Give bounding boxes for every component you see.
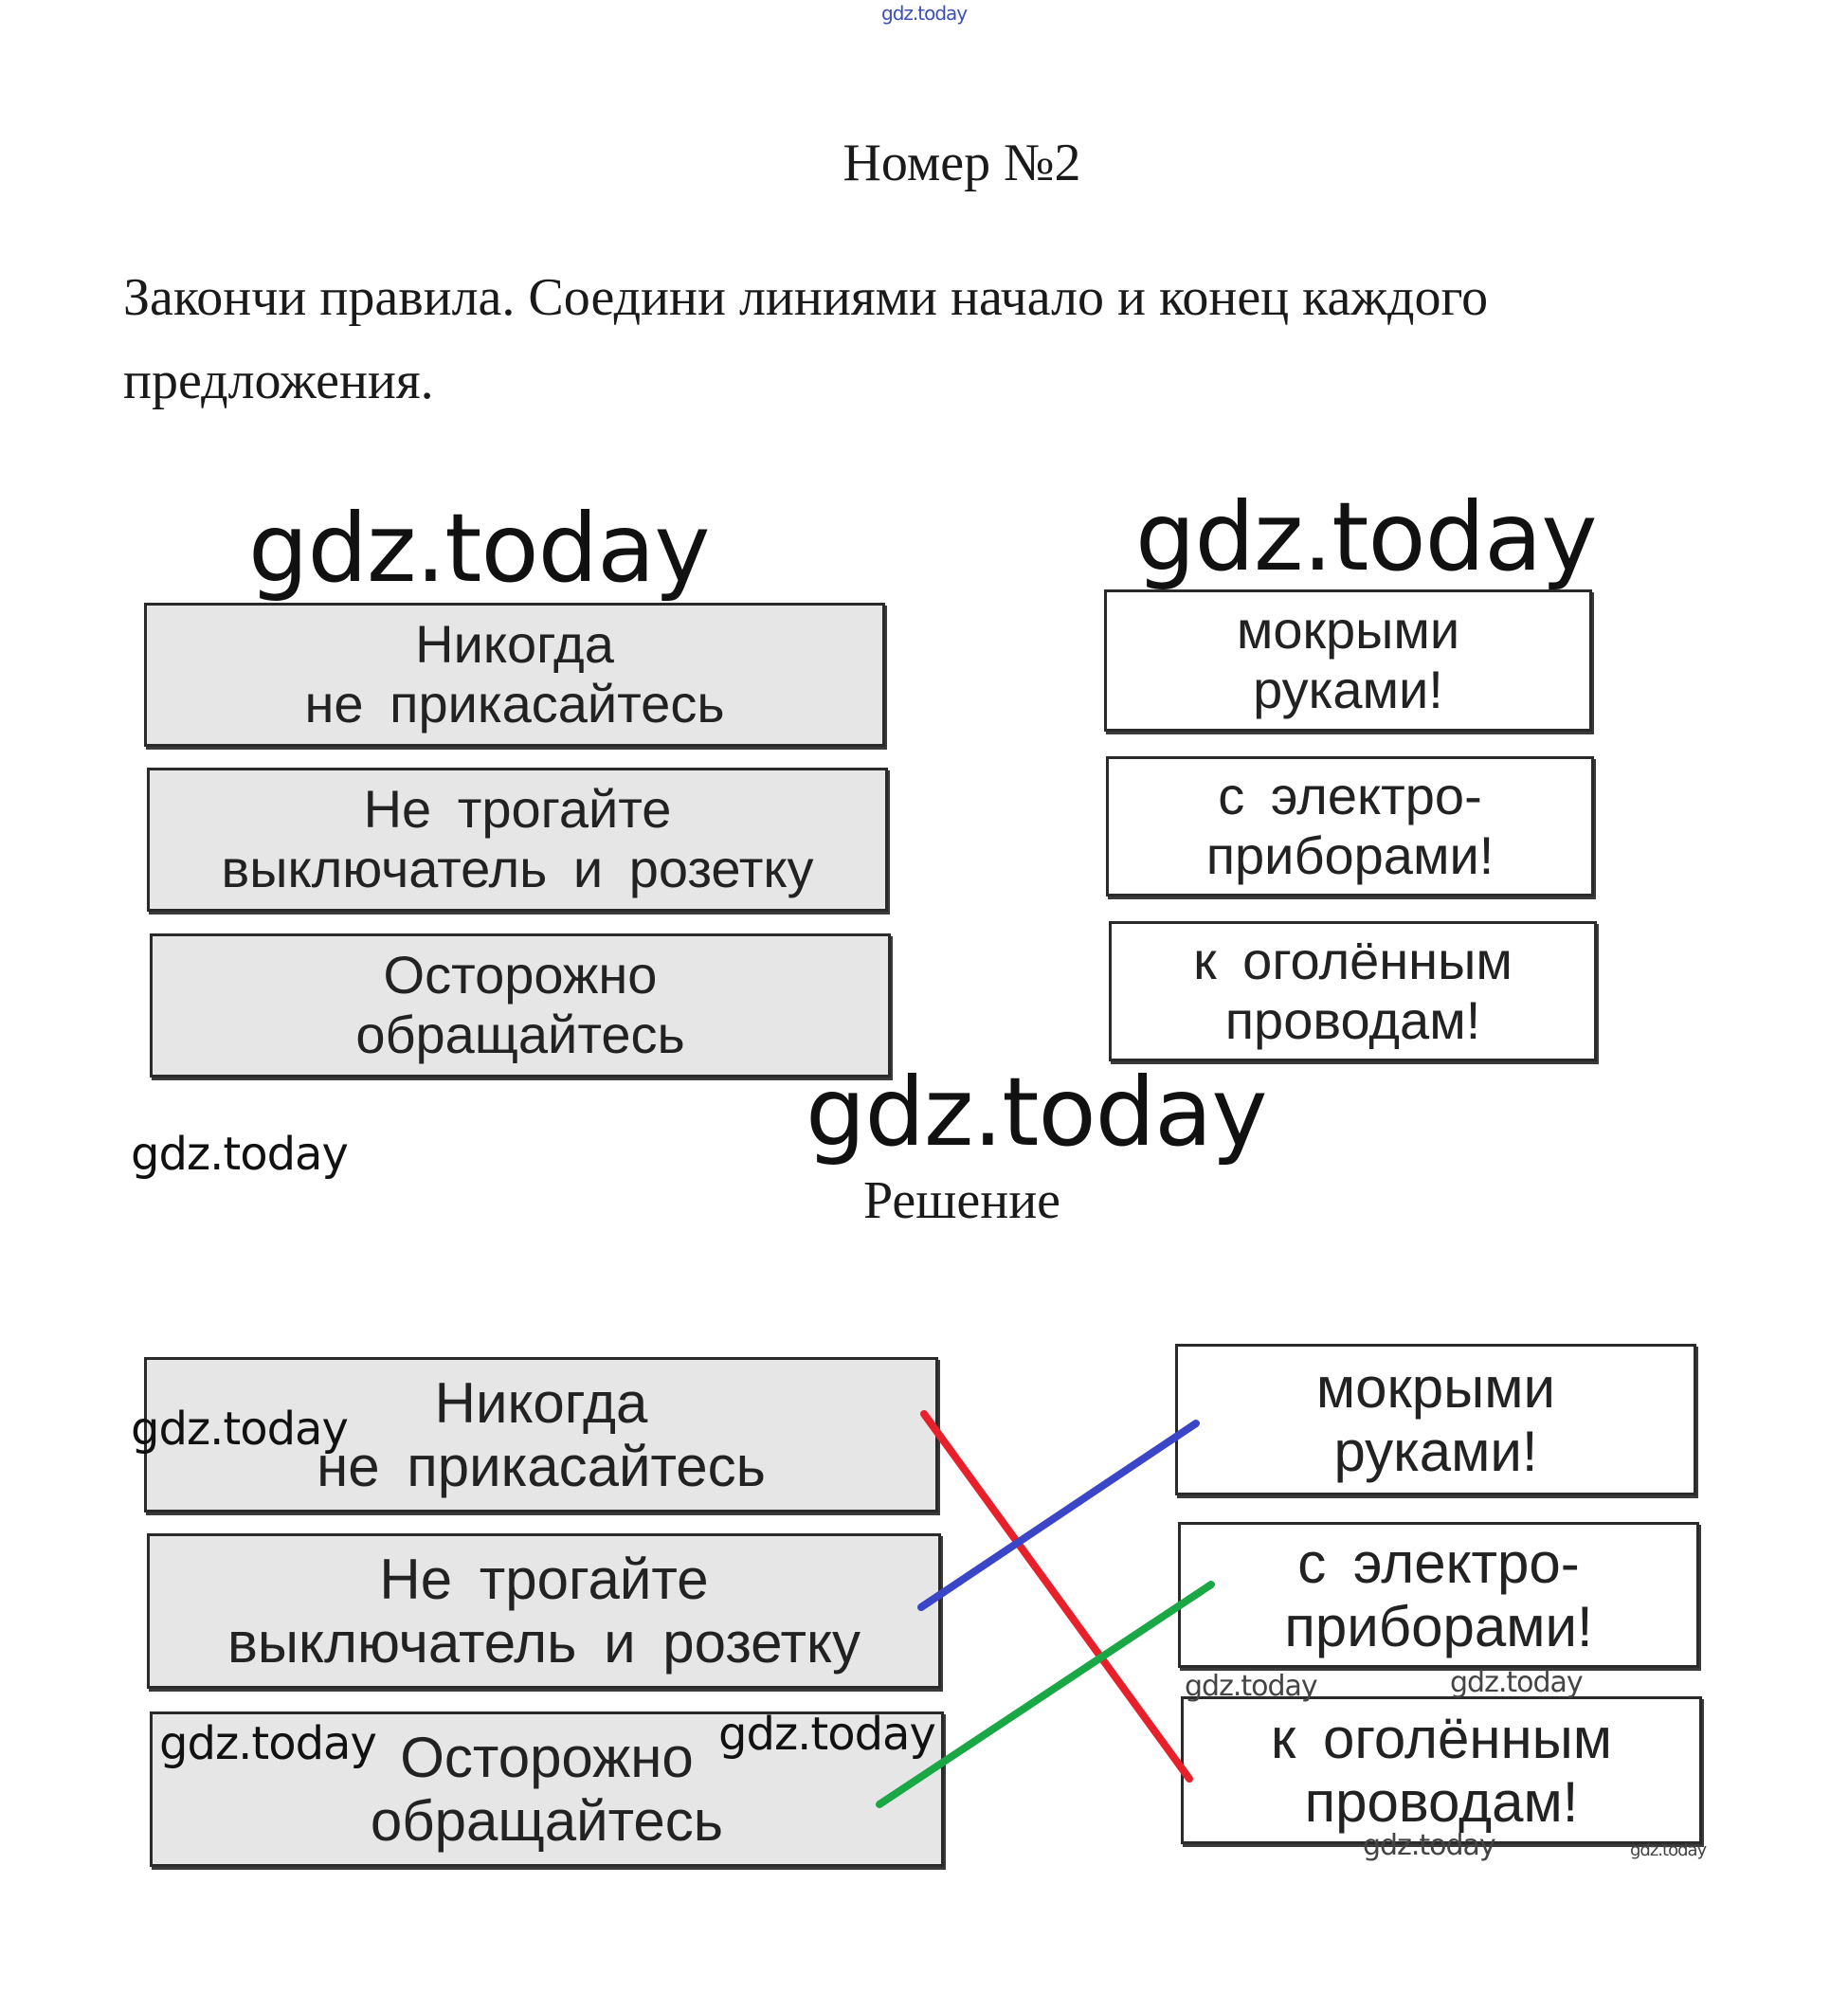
watermark-top: gdz.today: [881, 2, 968, 25]
right-card-3-line2: проводам!: [1224, 990, 1481, 1050]
watermark-medium-4: gdz.today: [718, 1708, 935, 1761]
solution-left-card-1-line1: Никогда: [434, 1370, 648, 1435]
right-card-3-line1: к оголённым: [1193, 931, 1513, 991]
watermark-small-2: gdz.today: [1450, 1666, 1583, 1699]
watermark-large-3: gdz.today: [806, 1057, 1267, 1168]
right-card-2-line2: приборами!: [1205, 825, 1495, 885]
watermark-medium-2: gdz.today: [131, 1403, 348, 1456]
solution-left-card-3-line1: Осторожно: [400, 1725, 694, 1789]
watermark-small-4: gdz.today: [1630, 1840, 1707, 1860]
right-card-2-line1: с электро-: [1218, 766, 1482, 826]
right-card-1-line1: мокрыми: [1236, 600, 1460, 661]
connection-line-blue: [921, 1423, 1196, 1607]
solution-left-card-2-line1: Не трогайте: [379, 1547, 709, 1611]
solution-left-card-1-line2: не прикасайтесь: [317, 1435, 766, 1498]
solution-right-card-1-line1: мокрыми: [1315, 1355, 1556, 1420]
solution-title: Решение: [862, 1171, 1061, 1230]
left-card-2-line1: Не трогайте: [363, 779, 672, 840]
solution-left-card-2-line2: выключатель и розетку: [227, 1611, 861, 1675]
task-line-1: Закончи правила. Соедини линиями начало и конец каждого: [123, 268, 1489, 327]
solution-right-card-3-line2: проводам!: [1304, 1770, 1579, 1834]
task-line-2: предложения.: [123, 352, 434, 410]
solution-right-card-2-line2: приборами!: [1284, 1595, 1593, 1658]
left-card-3-line2: обращайтесь: [355, 1005, 685, 1064]
connection-line-red: [924, 1414, 1189, 1779]
left-card-1-line2: не прикасайтесь: [304, 674, 725, 733]
watermark-medium-3: gdz.today: [159, 1717, 376, 1770]
left-card-2-line2: выключатель и розетку: [221, 839, 814, 898]
watermark-medium-1: gdz.today: [131, 1128, 348, 1181]
solution-right-card-3-line1: к оголённым: [1271, 1706, 1612, 1770]
watermark-small-3: gdz.today: [1363, 1829, 1495, 1862]
watermark-large-1: gdz.today: [248, 493, 710, 604]
solution-right-card-1-line2: руками!: [1333, 1420, 1538, 1483]
page-title: Номер №2: [842, 134, 1081, 192]
solution-right-card-2-line1: с электро-: [1297, 1530, 1580, 1595]
connection-line-green: [879, 1585, 1211, 1804]
solution-left-card-3-line2: обращайтесь: [370, 1789, 724, 1853]
left-card-1-line1: Никогда: [415, 614, 614, 675]
watermark-small-1: gdz.today: [1185, 1670, 1317, 1703]
watermark-large-2: gdz.today: [1135, 481, 1597, 592]
right-card-1-line2: руками!: [1253, 660, 1443, 719]
left-card-3-line1: Осторожно: [383, 945, 658, 1005]
